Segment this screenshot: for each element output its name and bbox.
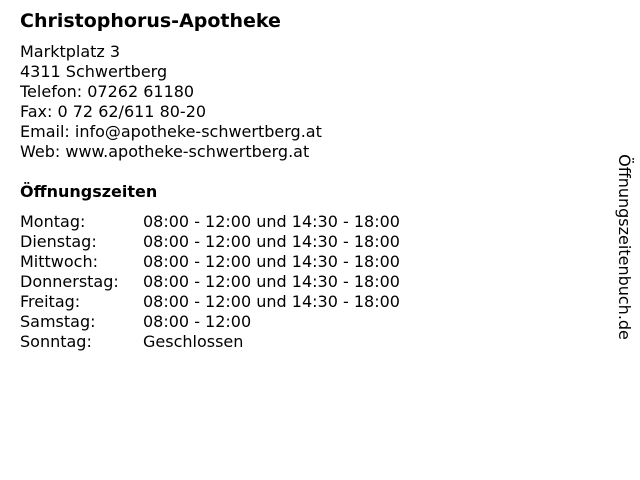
weekday-label: Sonntag: <box>20 332 92 351</box>
hours-value: 08:00 - 12:00 und 14:30 - 18:00 <box>143 272 400 291</box>
hours-value: 08:00 - 12:00 und 14:30 - 18:00 <box>143 232 400 251</box>
email-line: Email: info@apotheke-schwertberg.at <box>20 122 322 141</box>
weekday-label: Montag: <box>20 212 86 231</box>
hours-row-wednesday <box>20 252 600 272</box>
hours-row-friday <box>20 292 600 312</box>
pharmacy-name: Christophorus-Apotheke <box>20 10 281 32</box>
opening-hours-list <box>20 212 600 352</box>
weekday-label: Freitag: <box>20 292 81 311</box>
street-address: Marktplatz 3 <box>20 42 121 61</box>
hours-row-monday <box>20 212 600 232</box>
hours-row-tuesday <box>20 232 600 252</box>
weekday-label: Mittwoch: <box>20 252 98 271</box>
weekday-label: Donnerstag: <box>20 272 119 291</box>
hours-value: 08:00 - 12:00 und 14:30 - 18:00 <box>143 212 400 231</box>
hours-value: 08:00 - 12:00 <box>143 312 252 331</box>
pharmacy-card <box>20 9 600 352</box>
hours-row-thursday <box>20 272 600 292</box>
hours-row-saturday <box>20 312 600 332</box>
hours-row-sunday <box>20 332 600 352</box>
hours-value: 08:00 - 12:00 und 14:30 - 18:00 <box>143 252 400 271</box>
hours-value: Geschlossen <box>143 332 244 351</box>
fax-line: Fax: 0 72 62/611 80-20 <box>20 102 207 121</box>
web-line: Web: www.apotheke-schwertberg.at <box>20 142 310 161</box>
weekday-label: Dienstag: <box>20 232 97 251</box>
brand-watermark: Öffnungszeitenbuch.de <box>615 154 634 340</box>
weekday-label: Samstag: <box>20 312 96 331</box>
address-block <box>20 42 600 162</box>
phone-line: Telefon: 07262 61180 <box>20 82 195 101</box>
hours-value: 08:00 - 12:00 und 14:30 - 18:00 <box>143 292 400 311</box>
opening-hours-heading: Öffnungszeiten <box>20 182 158 201</box>
city-address: 4311 Schwertberg <box>20 62 168 81</box>
